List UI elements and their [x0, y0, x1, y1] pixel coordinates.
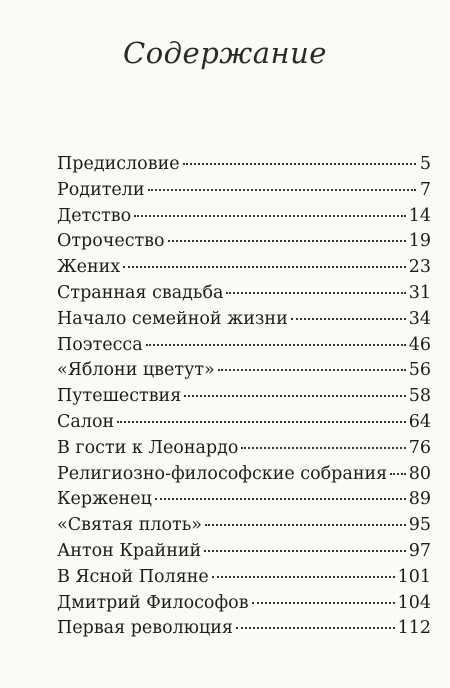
toc-entry	[57, 513, 431, 539]
toc-entry	[57, 204, 431, 230]
dot-leader	[183, 163, 416, 165]
toc-entry-title: Жених	[57, 257, 121, 278]
toc-entry-title: Начало семейной жизни	[57, 308, 288, 329]
dot-leader	[204, 550, 406, 552]
dot-leader	[212, 576, 395, 578]
toc-entry-page: 58	[408, 386, 431, 407]
toc-entry-title: Предисловие	[57, 154, 180, 174]
toc-entry	[57, 591, 431, 617]
toc-entry-page: 34	[408, 308, 431, 329]
page-title: Содержание	[123, 36, 327, 70]
toc-entry-title: Салон	[57, 411, 115, 432]
toc-entry-page: 31	[408, 282, 431, 303]
dot-leader	[134, 215, 406, 217]
dot-leader	[291, 318, 406, 320]
dot-leader	[218, 369, 406, 371]
toc-entry-page: 112	[397, 618, 431, 639]
toc-entry	[57, 358, 431, 384]
toc-entry	[57, 333, 431, 359]
toc-entry-page: 19	[408, 231, 431, 252]
toc-entry	[57, 462, 431, 488]
toc-entry	[57, 487, 431, 513]
toc-entry-title: Антон Крайний	[57, 540, 202, 561]
toc-entry-page: 89	[408, 489, 431, 510]
toc-entry-title: «Яблони цветут»	[57, 360, 215, 381]
toc-entry	[57, 152, 431, 178]
dot-leader	[236, 627, 395, 629]
dot-leader	[226, 292, 405, 294]
toc-entry-page: 76	[408, 437, 431, 458]
toc-entry-title: Детство	[57, 205, 132, 226]
toc-entry-title: В Ясной Поляне	[57, 566, 209, 587]
toc-entry-title: Поэтесса	[57, 334, 143, 355]
toc-entry	[57, 281, 431, 307]
toc-entry-page: 46	[408, 334, 431, 355]
toc-entry-title: Странная свадьба	[57, 282, 224, 303]
toc-entry-page: 5	[419, 154, 431, 174]
toc-entry	[57, 410, 431, 436]
toc-entry	[57, 539, 431, 565]
toc-entry-title: Путешествия	[57, 386, 182, 407]
dot-leader	[117, 421, 406, 423]
toc-entry	[57, 307, 431, 333]
toc-entry-page: 95	[408, 515, 431, 536]
dot-leader	[241, 447, 405, 449]
toc-entry-page: 23	[408, 257, 431, 278]
toc-entry-page: 14	[408, 205, 431, 226]
toc-entry-page: 80	[408, 463, 431, 484]
dot-leader	[168, 240, 406, 242]
toc-entry-title: Дмитрий Философов	[57, 592, 249, 613]
toc-entry	[57, 384, 431, 410]
toc-entry-page: 104	[397, 592, 431, 613]
dot-leader	[252, 602, 395, 604]
toc-entry	[57, 229, 431, 255]
dot-leader	[390, 473, 406, 475]
dot-leader	[205, 524, 406, 526]
toc-entry-page: 7	[419, 179, 431, 200]
toc-entry	[57, 616, 431, 642]
dot-leader	[184, 395, 405, 397]
dot-leader	[123, 266, 406, 268]
toc-entry-title: В гости к Леонардо	[57, 437, 239, 458]
toc-entry-title: Керженец	[57, 489, 152, 510]
toc-entry-page: 64	[408, 411, 431, 432]
toc-entry-page: 101	[397, 566, 431, 587]
toc-entry-title: Родители	[57, 179, 145, 200]
toc-entry-page: 56	[408, 360, 431, 381]
toc-entry	[57, 255, 431, 281]
dot-leader	[148, 189, 416, 191]
dot-leader	[155, 498, 406, 500]
toc-entry	[57, 436, 431, 462]
toc-entry-title: Религиозно-философские собрания	[57, 463, 388, 484]
toc-entry	[57, 565, 431, 591]
toc-entry-title: Первая революция	[57, 618, 233, 639]
table-of-contents	[57, 152, 431, 642]
toc-entry-title: Отрочество	[57, 231, 165, 252]
toc-entry	[57, 178, 431, 204]
toc-entry-page: 97	[408, 540, 431, 561]
toc-entry-title: «Святая плоть»	[57, 515, 202, 536]
dot-leader	[146, 344, 406, 346]
